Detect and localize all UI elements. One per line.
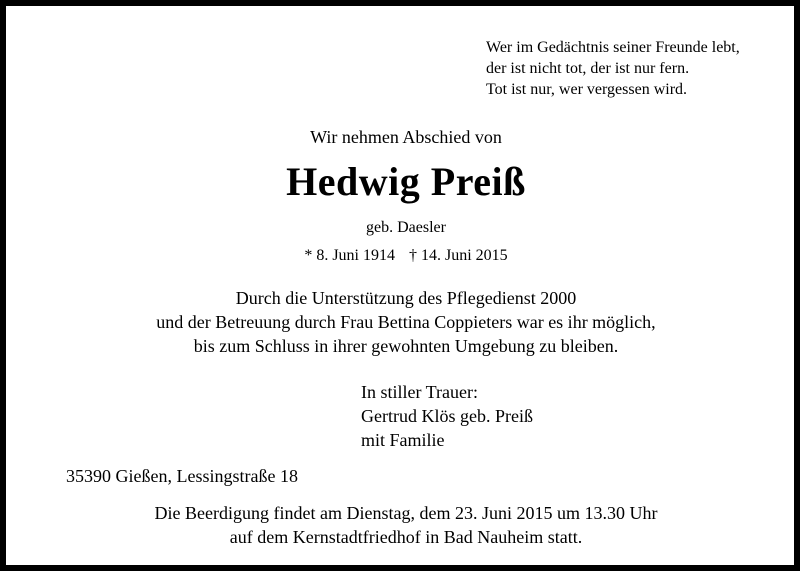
- mourners-line: Gertrud Klös geb. Preiß: [361, 406, 533, 426]
- mourners-line: mit Familie: [361, 430, 445, 450]
- gratitude-message: [6, 286, 800, 358]
- death-date: † 14. Juni 2015: [409, 247, 508, 264]
- mourners-line: In stiller Trauer:: [361, 382, 478, 402]
- funeral-line: auf dem Kernstadtfriedhof in Bad Nauheim statt.: [229, 527, 583, 547]
- birth-name: geb. Daesler: [366, 219, 446, 236]
- memorial-poem: [486, 37, 740, 100]
- message-line: bis zum Schluss in ihrer gewohnten Umgebung zu bleiben.: [193, 336, 619, 356]
- mourners-block: [361, 380, 533, 452]
- farewell-intro: Wir nehmen Abschied von: [310, 127, 502, 147]
- message-line: Durch die Unterstützung des Pflegedienst 2000: [235, 288, 577, 308]
- family-address: 35390 Gießen, Lessingstraße 18: [66, 466, 298, 486]
- funeral-notice: [6, 501, 800, 549]
- message-line: und der Betreuung durch Frau Bettina Coppieters war es ihr möglich,: [156, 312, 656, 332]
- funeral-line: Die Beerdigung findet am Dienstag, dem 23. Juni 2015 um 13.30 Uhr: [154, 503, 658, 523]
- life-dates: [6, 246, 800, 266]
- birth-date: * 8. Juni 1914: [304, 247, 395, 264]
- poem-line: Tot ist nur, wer vergessen wird.: [486, 81, 688, 98]
- poem-line: Wer im Gedächtnis seiner Freunde lebt,: [486, 39, 740, 56]
- poem-line: der ist nicht tot, der ist nur fern.: [486, 60, 690, 77]
- deceased-name: Hedwig Preiß: [286, 159, 526, 204]
